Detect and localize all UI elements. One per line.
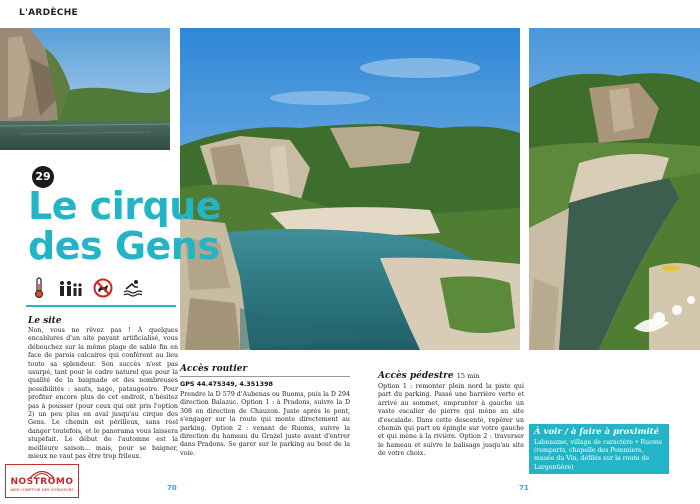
road-access-text: Prendre la D 579 d'Aubenas ou Ruoms, puis la D 294 direction Balazuc. Option 1 : à Pradons, suivre la D 308 en direction de Chauzon. Juste après le pont, s'engager sur la route qui monte directement au parking. Option 2 : venant de Ruoms, suivre la direction du hameau du Grazel juste avant d'entrer dans Pradons. Se garer sur le parking au bout de la voie. (180, 391, 350, 457)
amenity-icons (28, 277, 144, 299)
nearby-text: Labeaume, village de caractère • Ruoms (remparts, chapelle des Pommiers, musée du Vin, défilés sur la route de Largentière) (534, 439, 662, 471)
section-divider (26, 305, 176, 307)
photo-river-cliffs (0, 28, 170, 150)
nearby-heading: À voir / à faire à proximité (534, 427, 660, 437)
site-number-badge: 29 (32, 166, 54, 188)
family-icon (58, 277, 84, 299)
no-dogs-icon (92, 277, 114, 299)
photo-ardeche-gorge (529, 28, 700, 350)
walking-duration: 15 min (456, 372, 480, 380)
swimming-icon (122, 277, 144, 299)
nearby-box (529, 424, 669, 474)
road-access-heading: Accès routier (180, 364, 248, 374)
page-title-line-1: Le cirque (28, 184, 222, 228)
logo-name: NOSTROMO (10, 477, 74, 487)
nostromo-logo (5, 464, 79, 498)
logo-subtitle: WEB COMPTOIR DES VOYAGEURS (10, 487, 74, 492)
photo-cirque-des-gens (180, 28, 520, 350)
page-number-right: 71 (519, 484, 529, 492)
walking-access-text: Option 1 : remonter plein nord la piste qui part du parking. Passé une barrière verte et arrivé au sommet, emprunter à gauche un vaste escalier de pierre qui mène au site d'escalade. Dans cette descente, repérer un chemin qui part en épingle sur votre gauche et qui mène à la rivière. Option 2 : traverser le hameau et suivre le balisage jusqu'au site de votre choix. (378, 383, 524, 458)
thermometer-icon (28, 277, 50, 299)
site-description: Non, vous ne rêvez pas ! À quelques encablures d'un site payant artificialisé, vous débouchez sur la même plage de sable fin en face de parois calcaires qui confèrent au lieu toute sa splendeur. Son succès n'est pas usurpé, tant pour le cadre naturel que pour la qualité de la baignade et des nombreuses possibilités : sauts, nage, pataugeoire. Pour profiter encore plus de cet endroit, n'hésitez pas à pousser (pour ceux qui ont pris l'option 2) un peu plus en aval jusqu'au cirque des Gens. Le chemin est périlleux, sans réel danger toutefois, et le panorama vous laissera stupéfait. Le début de l'automne est la meilleure saison... mais, pour se baigner, mieux ne vaut pas être trop frileux. (28, 327, 178, 461)
gps-coordinates: GPS 44.475349, 4.351398 (180, 380, 273, 388)
page-title-line-2: des Gens (28, 224, 220, 268)
walking-access-heading (378, 371, 480, 381)
page-number-left: 70 (167, 484, 177, 492)
road-access-divider (180, 376, 350, 377)
walking-access-title: Accès pédestre (378, 371, 454, 381)
section-header (0, 6, 78, 19)
site-heading: Le site (28, 316, 62, 326)
section-header-label: L'ARDÈCHE (19, 7, 78, 18)
